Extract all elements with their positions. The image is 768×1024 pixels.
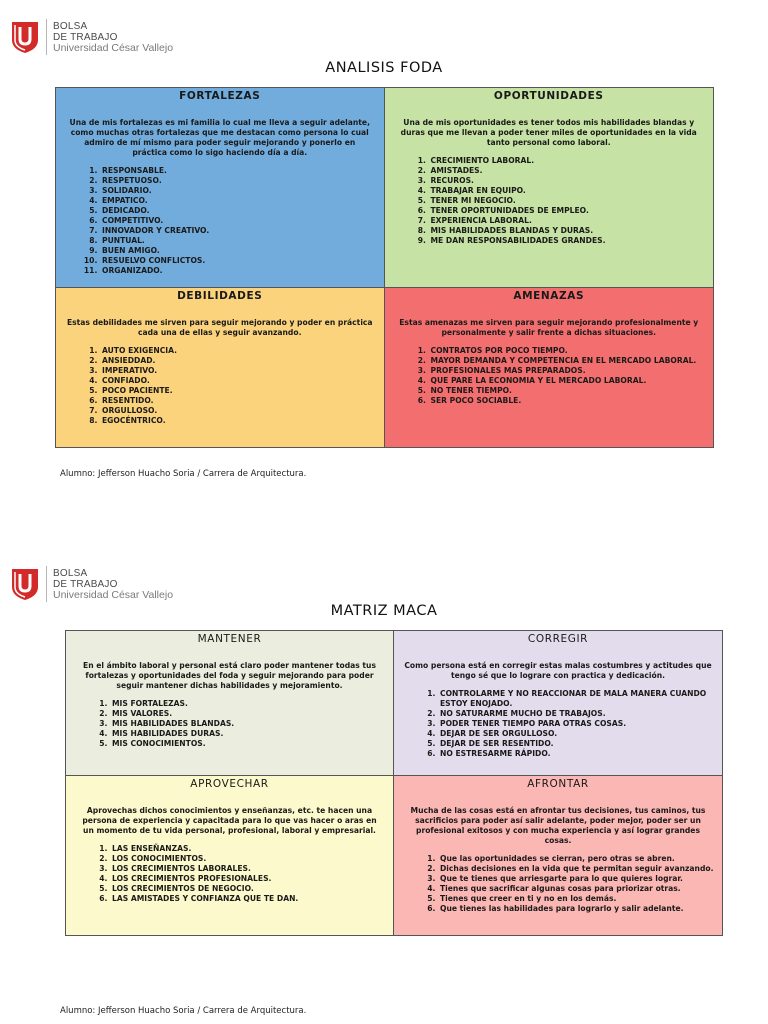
list-item: 4. QUE PARE LA ECONOMIA Y EL MERCADO LABORAL. [429, 376, 708, 386]
maca-matrix [65, 630, 723, 936]
list-item: 2. ANSIEDDAD. [100, 356, 378, 366]
mantener-intro: En el ámbito laboral y personal está claro poder mantener todas tus fortalezas y oportunidades del foda y seguir mejorando para poder seguir mantener dichas habilidades y mejoramiento. [83, 661, 376, 690]
list-item: 5. LOS CRECIMIENTOS DE NEGOCIO. [110, 884, 387, 894]
aprovechar-header: APROVECHAR [190, 778, 269, 790]
list-item: 1. AUTO EXIGENCIA. [100, 346, 378, 356]
maca-student-line: Alumno: Jefferson Huacho Soria / Carrera de Arquitectura. [60, 1006, 307, 1016]
aprovechar-intro: Aprovechas dichos conocimientos y enseñanzas, etc. te hacen una persona de experiencia y capacitada para lo que vas hacer o aras en un momento de tu vida personal, profesional, laboral y empresarial. [82, 806, 377, 835]
list-item: 3. PODER TENER TIEMPO PARA OTRAS COSAS. [438, 719, 716, 729]
list-item: 5. NO TENER TIEMPO. [429, 386, 708, 396]
debilidades-intro: Estas debilidades me sirven para seguir mejorando y poder en práctica cada una de ellas y seguir avanzando. [66, 318, 373, 337]
list-item: 7. INNOVADOR Y CREATIVO. [100, 226, 378, 236]
list-item: 3. Que te tienes que arriesgarte para lo que quieres lograr. [438, 874, 716, 884]
list-item: 9. ME DAN RESPONSABILIDADES GRANDES. [429, 236, 708, 246]
list-item: 1. MIS FORTALEZAS. [110, 699, 387, 709]
list-item: 2. Dichas decisiones en la vida que te permitan seguir avanzando. [438, 864, 716, 874]
fortalezas-header: FORTALEZAS [179, 90, 261, 102]
list-item: 1. CONTROLARME Y NO REACCIONAR DE MALA MANERA CUANDO ESTOY ENOJADO. [438, 689, 716, 709]
list-item: 1. Que las oportunidades se cierran, pero otras se abren. [438, 854, 716, 864]
afrontar-intro: Mucha de las cosas está en afrontar tus decisiones, tus caminos, tus sacrificios para poder así salir adelante, poder mejor, poder ser un profesional exitosos y con mucha experiencia y así lograr grandes cosas. [410, 806, 706, 845]
maca-title: MATRIZ MACA [330, 603, 438, 619]
amenazas-list [391, 346, 708, 406]
list-item: 5. POCO PACIENTE. [100, 386, 378, 396]
list-item: 5. DEJAR DE SER RESENTIDO. [438, 739, 716, 749]
list-item: 6. COMPETITIVO. [100, 216, 378, 226]
list-item: 1. RESPONSABLE. [100, 166, 378, 176]
list-item: 8. PUNTUAL. [100, 236, 378, 246]
debilidades-quadrant [56, 288, 385, 447]
list-item: 2. LOS CONOCIMIENTOS. [110, 854, 387, 864]
brand-line-3: Universidad César Vallejo [53, 588, 174, 601]
list-item: 3. MIS HABILIDADES BLANDAS. [110, 719, 387, 729]
mantener-quadrant [66, 631, 394, 776]
logo-divider [46, 19, 47, 55]
list-item: 3. IMPERATIVO. [100, 366, 378, 376]
afrontar-quadrant [394, 776, 722, 935]
brand-line-1: BOLSA [53, 20, 88, 32]
list-item: 6. RESENTIDO. [100, 396, 378, 406]
amenazas-intro: Estas amenazas me sirven para seguir mejorando profesionalmente y personalmente y salir frente a dichas situaciones. [399, 318, 699, 337]
foda-matrix [55, 87, 714, 448]
debilidades-list [62, 346, 378, 426]
list-item: 7. ORGULLOSO. [100, 406, 378, 416]
list-item: 4. CONFIADO. [100, 376, 378, 386]
oportunidades-header: OPORTUNIDADES [493, 90, 604, 102]
list-item: 10. RESUELVO CONFLICTOS. [100, 256, 378, 266]
fortalezas-intro: Una de mis fortalezas es mi familia lo cual me lleva a seguir adelante, como muchas otras fortalezas que me destacan como persona lo cual admiro de mí mismo para poder seguir mejorando y ponerlo en práctica como lo sigo haciendo día a día. [69, 118, 370, 157]
list-item: 6. Que tienes las habilidades para lograrlo y salir adelante. [438, 904, 716, 914]
aprovechar-list [72, 844, 387, 904]
corregir-quadrant [394, 631, 722, 776]
corregir-intro: Como persona está en corregir estas malas costumbres y actitudes que tengo sé que lo lograre con practica y dedicación. [404, 661, 712, 680]
list-item: 3. PROFESIONALES MAS PREPARADOS. [429, 366, 708, 376]
list-item: 4. EMPATICO. [100, 196, 378, 206]
list-item: 2. MAYOR DEMANDA Y COMPETENCIA EN EL MERCADO LABORAL. [429, 356, 708, 366]
list-item: 6. NO ESTRESARME RÁPIDO. [438, 749, 716, 759]
list-item: 8. EGOCÉNTRICO. [100, 416, 378, 426]
list-item: 8. MIS HABILIDADES BLANDAS Y DURAS. [429, 226, 708, 236]
list-item: 11. ORGANIZADO. [100, 266, 378, 276]
list-item: 1. CONTRATOS POR POCO TIEMPO. [429, 346, 708, 356]
list-item: 4. TRABAJAR EN EQUIPO. [429, 186, 708, 196]
list-item: 9. BUEN AMIGO. [100, 246, 378, 256]
list-item: 5. TENER MI NEGOCIO. [429, 196, 708, 206]
amenazas-header: AMENAZAS [513, 290, 585, 302]
list-item: 4. MIS HABILIDADES DURAS. [110, 729, 387, 739]
list-item: 3. SOLIDARIO. [100, 186, 378, 196]
debilidades-header: DEBILIDADES [177, 290, 263, 302]
corregir-header: CORREGIR [527, 633, 589, 645]
ucv-shield-icon [10, 20, 40, 54]
logo-divider [46, 566, 47, 602]
brand-line-1: BOLSA [53, 567, 88, 579]
list-item: 2. MIS VALORES. [110, 709, 387, 719]
list-item: 6. SER POCO SOCIABLE. [429, 396, 708, 406]
corregir-list [400, 689, 716, 759]
list-item: 2. RESPETUOSO. [100, 176, 378, 186]
brand-line-2: DE TRABAJO [53, 578, 118, 590]
brand-line-3: Universidad César Vallejo [53, 41, 174, 54]
foda-title: ANALISIS FODA [325, 60, 443, 76]
list-item: 6. TENER OPORTUNIDADES DE EMPLEO. [429, 206, 708, 216]
brand-line-2: DE TRABAJO [53, 31, 118, 43]
oportunidades-intro: Una de mis oportunidades es tener todos mis habilidades blandas y duras que me llevan a poder tener miles de oportunidades en la vida tanto personal como laboral. [400, 118, 697, 147]
oportunidades-list [391, 156, 708, 246]
list-item: 6. LAS AMISTADES Y CONFIANZA QUE TE DAN. [110, 894, 387, 904]
aprovechar-quadrant [66, 776, 394, 935]
afrontar-list [400, 854, 716, 914]
oportunidades-quadrant [385, 88, 714, 288]
list-item: 5. MIS CONOCIMIENTOS. [110, 739, 387, 749]
list-item: 1. CRECIMIENTO LABORAL. [429, 156, 708, 166]
fortalezas-list [62, 166, 378, 276]
list-item: 1. LAS ENSEÑANZAS. [110, 844, 387, 854]
list-item: 3. LOS CRECIMIENTOS LABORALES. [110, 864, 387, 874]
mantener-list [72, 699, 387, 749]
list-item: 2. AMISTADES. [429, 166, 708, 176]
list-item: 7. EXPERIENCIA LABORAL. [429, 216, 708, 226]
list-item: 5. Tienes que creer en ti y no en los demás. [438, 894, 716, 904]
brand-logo [10, 19, 173, 55]
mantener-header: MANTENER [197, 633, 262, 645]
amenazas-quadrant [385, 288, 714, 447]
list-item: 5. DEDICADO. [100, 206, 378, 216]
foda-student-line: Alumno: Jefferson Huacho Soria / Carrera de Arquitectura. [60, 469, 307, 479]
list-item: 3. RECUROS. [429, 176, 708, 186]
list-item: 2. NO SATURARME MUCHO DE TRABAJOS. [438, 709, 716, 719]
fortalezas-quadrant [56, 88, 385, 288]
afrontar-header: AFRONTAR [527, 778, 589, 790]
list-item: 4. Tienes que sacrificar algunas cosas para priorizar otras. [438, 884, 716, 894]
list-item: 4. DEJAR DE SER ORGULLOSO. [438, 729, 716, 739]
ucv-shield-icon [10, 567, 40, 601]
brand-logo [10, 566, 173, 602]
list-item: 4. LOS CRECIMIENTOS PROFESIONALES. [110, 874, 387, 884]
